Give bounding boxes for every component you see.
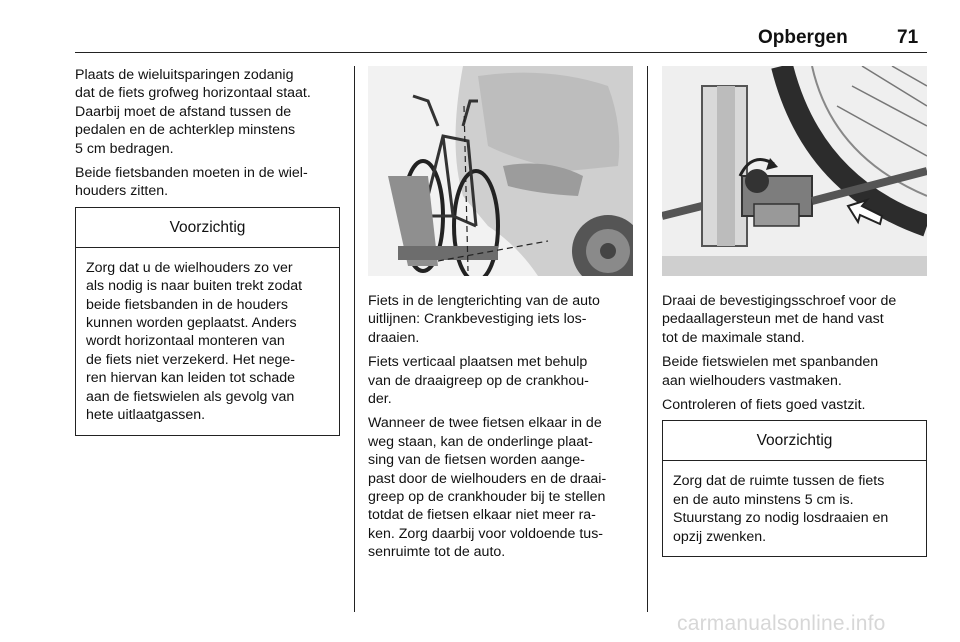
pedal-support-illustration bbox=[662, 66, 927, 276]
page-number: 71 bbox=[897, 27, 919, 48]
bike-carrier-rear-illustration bbox=[368, 66, 633, 276]
column-1 bbox=[75, 66, 340, 436]
page-header-title: Opbergen bbox=[758, 27, 848, 48]
column-3-text bbox=[662, 292, 927, 557]
caution-box bbox=[75, 207, 340, 436]
caution-text: Zorg dat u de wielhouders zo ver als nodig is naar buiten trekt zodat beide fietsbanden in de houders kunnen worden geplaatst. Anders wordt horizontaal monteren van de fiets niet verzekerd. Het nege- ren hiervan kan leiden tot schade aan de fietswielen als gevolg van hete uitlaatgassen. bbox=[86, 259, 303, 424]
paragraph: Controleren of fiets goed vastzit. bbox=[662, 397, 866, 414]
paragraph: Fiets in de lengterichting van de auto uitlijnen: Crankbevestiging iets los- draaien. bbox=[368, 293, 600, 346]
paragraph: Beide fietsbanden moeten in de wiel- houders zitten. bbox=[75, 165, 308, 200]
caution-text: Zorg dat de ruimte tussen de fiets en de auto minstens 5 cm is. Stuurstang zo nodig losdraaien en opzij zwenken. bbox=[673, 473, 889, 545]
caution-title: Voorzichtig bbox=[76, 208, 339, 248]
paragraph: Draai de bevestigingsschroef voor de pedaallagersteun met de hand vast tot de maximale stand. bbox=[662, 293, 897, 346]
caution-box bbox=[662, 420, 927, 557]
pedal-bracket-image bbox=[662, 66, 927, 276]
bike-on-carrier-image bbox=[368, 66, 633, 276]
caution-title: Voorzichtig bbox=[663, 421, 926, 461]
paragraph: Wanneer de twee fietsen elkaar in de weg staan, kan de onderlinge plaat- sing van de fietsen worden aange- past door de wielhouders en de draai- greep op de crankhouder bij te stellen totdat de fietsen elkaar niet meer ra- ken. Zorg daarbij voor voldoende tus- senruimte tot de auto. bbox=[368, 415, 607, 561]
column-divider-2 bbox=[647, 66, 648, 612]
paragraph: Fiets verticaal plaatsen met behulp van de draaigreep op de crankhou- der. bbox=[368, 354, 589, 408]
column-divider-1 bbox=[354, 66, 355, 612]
column-2-text bbox=[368, 292, 633, 568]
paragraph: Beide fietswielen met spanbanden aan wielhouders vastmaken. bbox=[662, 354, 879, 389]
site-watermark: carmanualsonline.info bbox=[677, 612, 886, 635]
paragraph: Plaats de wieluitsparingen zodanig dat de fiets grofweg horizontaal staat. Daarbij moet de afstand tussen de pedalen en de achterklep minstens 5 cm bedragen. bbox=[75, 67, 311, 157]
header-rule bbox=[75, 52, 927, 53]
